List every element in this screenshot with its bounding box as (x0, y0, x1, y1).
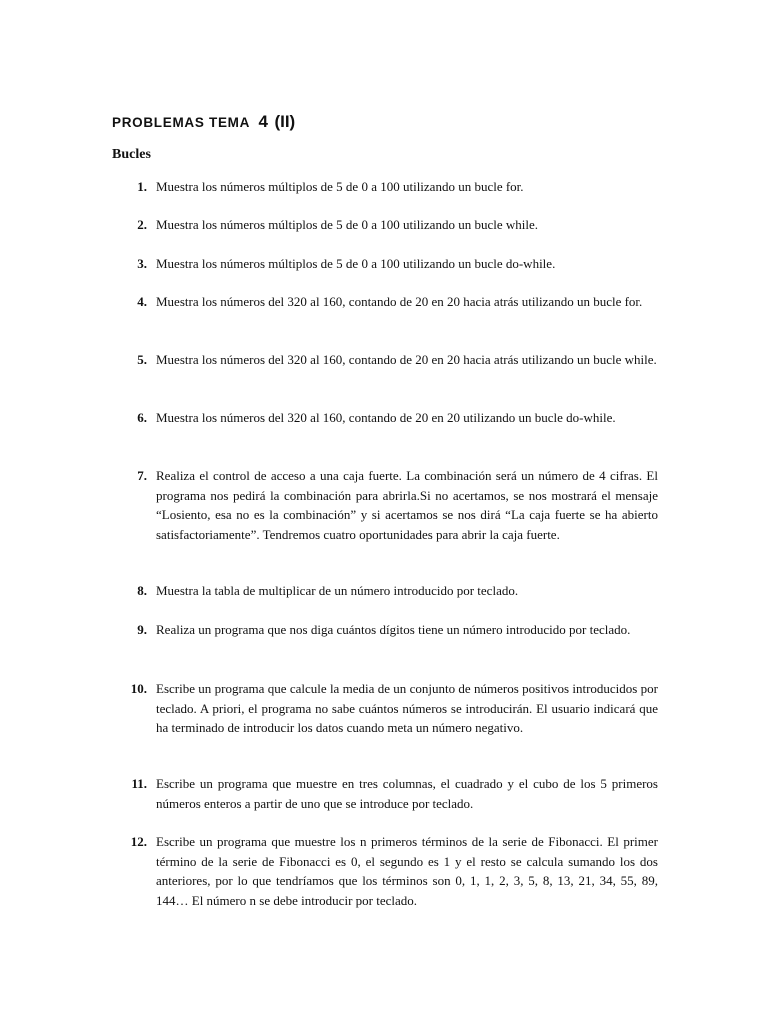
problem-item-10 (112, 679, 658, 738)
problem-text: Realiza un programa que nos diga cuántos dígitos tiene un número introducido por teclado. (156, 622, 631, 637)
problem-item-2 (112, 215, 658, 235)
problem-number: 4. (137, 294, 147, 309)
problem-text: Muestra los números del 320 al 160, contando de 20 en 20 utilizando un bucle do-while. (156, 410, 616, 425)
problem-item-11 (112, 774, 658, 813)
problem-item-5 (112, 350, 658, 370)
problem-number: 9. (137, 622, 147, 637)
problem-number: 1. (137, 179, 147, 194)
problem-number: 7. (137, 468, 147, 483)
problem-number: 11. (131, 776, 147, 791)
problem-text: Muestra la tabla de multiplicar de un número introducido por teclado. (156, 583, 519, 598)
title-number: 4 (258, 112, 268, 131)
page-title (112, 112, 295, 132)
problem-item-3 (112, 254, 658, 274)
title-part: (II) (274, 112, 296, 131)
problem-item-8 (112, 581, 658, 601)
problem-item-4 (112, 292, 658, 312)
problem-number: 12. (130, 834, 147, 849)
problem-item-7 (112, 466, 658, 544)
problem-item-1 (112, 177, 658, 197)
problem-number: 5. (137, 352, 147, 367)
problem-text: Muestra los números del 320 al 160, contando de 20 en 20 hacia atrás utilizando un bucle while. (156, 352, 657, 367)
problem-text: Muestra los números múltiplos de 5 de 0 a 100 utilizando un bucle for. (156, 179, 524, 194)
problem-text: Muestra los números múltiplos de 5 de 0 a 100 utilizando un bucle do-while. (156, 256, 556, 271)
problem-number: 10. (130, 681, 147, 696)
problem-text: Realiza el control de acceso a una caja fuerte. La combinación será un número de 4 cifras. El programa nos pedirá la combinación para abrirla.Si no acertamos, se nos mostrará el mensaje “Losiento, esa no es la combinación” y si acertamos se nos dirá “La caja fuerte se ha abierto satisfactoriamente”. Tendremos cuatro oportunidades para abrir la caja fuerte. (156, 468, 658, 542)
problem-text: Muestra los números múltiplos de 5 de 0 a 100 utilizando un bucle while. (156, 217, 538, 232)
problem-item-12 (112, 832, 658, 910)
problem-text: Muestra los números del 320 al 160, contando de 20 en 20 hacia atrás utilizando un bucle for. (156, 294, 643, 309)
problem-number: 6. (137, 410, 147, 425)
problem-number: 8. (137, 583, 147, 598)
problem-number: 2. (137, 217, 147, 232)
title-main: PROBLEMAS TEMA (112, 115, 251, 130)
problem-item-9 (112, 620, 658, 640)
problem-text: Escribe un programa que muestre en tres columnas, el cuadrado y el cubo de los 5 primeros números enteros a partir de uno que se introduce por teclado. (156, 776, 658, 811)
section-heading: Bucles (112, 147, 151, 162)
problem-text: Escribe un programa que calcule la media de un conjunto de números positivos introducidos por teclado. A priori, el programa no sabe cuántos números se introducirán. El usuario indicará que ha terminado de introducir los datos cuando meta un número negativo. (156, 681, 658, 735)
problem-number: 3. (137, 256, 147, 271)
problem-text: Escribe un programa que muestre los n primeros términos de la serie de Fibonacci. El primer término de la serie de Fibonacci es 0, el segundo es 1 y el resto se calcula sumando los dos anteriores, por lo que tendríamos que los términos son 0, 1, 1, 2, 3, 5, 8, 13, 21, 34, 55, 89, 144… El número n se debe introducir por teclado. (156, 834, 658, 908)
problem-item-6 (112, 408, 658, 428)
